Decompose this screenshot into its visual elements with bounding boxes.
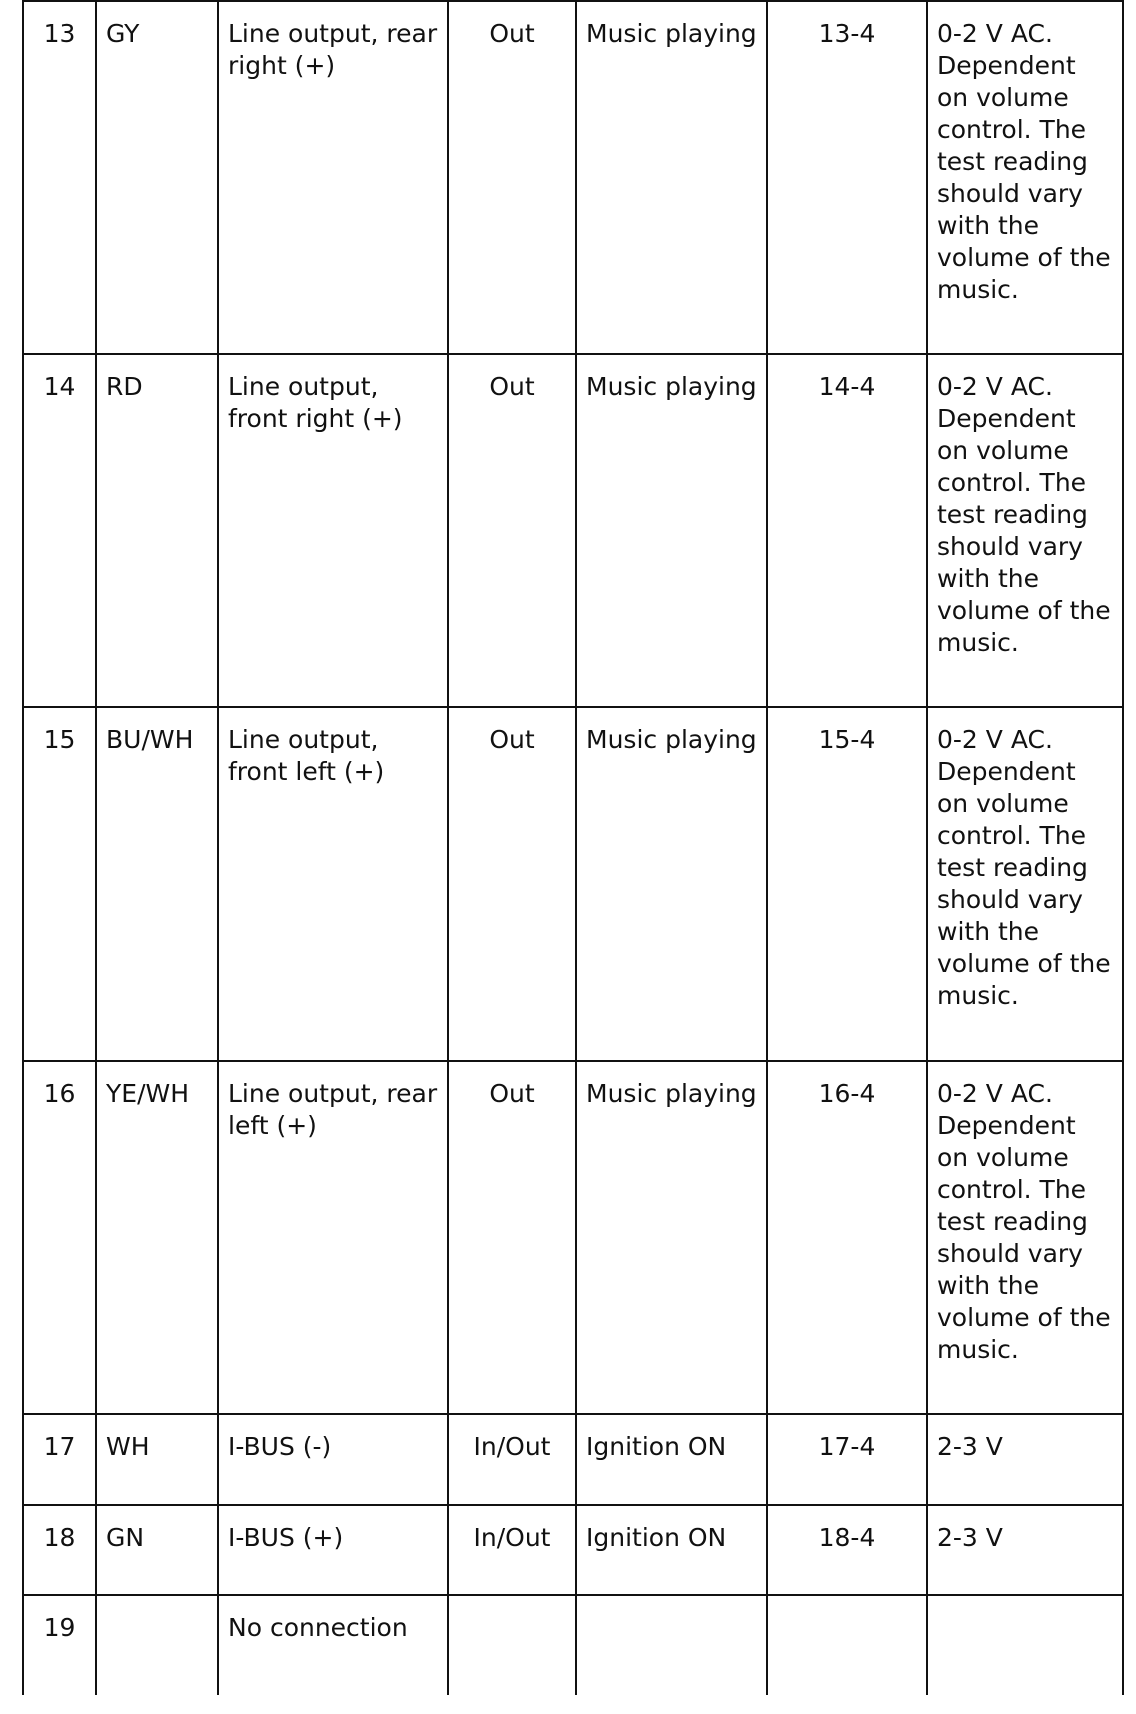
table-row bbox=[23, 707, 1123, 1061]
wire-color: YE/WH bbox=[96, 1061, 218, 1414]
test-condition: Ignition ON bbox=[576, 1505, 767, 1595]
expected-value: 2-3 V bbox=[927, 1505, 1123, 1595]
signal-direction: Out bbox=[448, 707, 576, 1061]
test-condition: Ignition ON bbox=[576, 1414, 767, 1505]
table-row bbox=[23, 1414, 1123, 1505]
wire-color: GN bbox=[96, 1505, 218, 1595]
pin-function: Line output, front right (+) bbox=[218, 354, 448, 707]
measure-points: 16-4 bbox=[767, 1061, 927, 1414]
table-row bbox=[23, 1595, 1123, 1695]
wire-color: RD bbox=[96, 354, 218, 707]
test-condition: Music playing bbox=[576, 354, 767, 707]
signal-direction: Out bbox=[448, 1061, 576, 1414]
signal-direction: In/Out bbox=[448, 1414, 576, 1505]
table-row bbox=[23, 1061, 1123, 1414]
pin-function: Line output, rear left (+) bbox=[218, 1061, 448, 1414]
pin-number: 13 bbox=[23, 1, 96, 354]
expected-value bbox=[927, 1595, 1123, 1695]
table-row bbox=[23, 1, 1123, 354]
signal-direction bbox=[448, 1595, 576, 1695]
pin-number: 17 bbox=[23, 1414, 96, 1505]
measure-points: 15-4 bbox=[767, 707, 927, 1061]
expected-value: 0-2 V AC. Dependent on volume control. The test reading should vary with the volume of the music. bbox=[927, 1061, 1123, 1414]
pin-number: 16 bbox=[23, 1061, 96, 1414]
signal-direction: In/Out bbox=[448, 1505, 576, 1595]
measure-points: 18-4 bbox=[767, 1505, 927, 1595]
expected-value: 0-2 V AC. Dependent on volume control. The test reading should vary with the volume of the music. bbox=[927, 1, 1123, 354]
wire-color: BU/WH bbox=[96, 707, 218, 1061]
pin-number: 18 bbox=[23, 1505, 96, 1595]
test-condition: Music playing bbox=[576, 1, 767, 354]
table-row bbox=[23, 354, 1123, 707]
wire-color bbox=[96, 1595, 218, 1695]
expected-value: 2-3 V bbox=[927, 1414, 1123, 1505]
pin-function: No connection bbox=[218, 1595, 448, 1695]
measure-points: 13-4 bbox=[767, 1, 927, 354]
pin-number: 14 bbox=[23, 354, 96, 707]
pin-function: I-BUS (-) bbox=[218, 1414, 448, 1505]
measure-points: 14-4 bbox=[767, 354, 927, 707]
expected-value: 0-2 V AC. Dependent on volume control. The test reading should vary with the volume of the music. bbox=[927, 707, 1123, 1061]
test-condition bbox=[576, 1595, 767, 1695]
test-condition: Music playing bbox=[576, 1061, 767, 1414]
pin-number: 15 bbox=[23, 707, 96, 1061]
measure-points bbox=[767, 1595, 927, 1695]
pin-function: Line output, rear right (+) bbox=[218, 1, 448, 354]
connector-pin-table bbox=[22, 0, 1124, 1695]
measure-points: 17-4 bbox=[767, 1414, 927, 1505]
signal-direction: Out bbox=[448, 354, 576, 707]
wire-color: GY bbox=[96, 1, 218, 354]
table-row bbox=[23, 1505, 1123, 1595]
test-condition: Music playing bbox=[576, 707, 767, 1061]
pin-function: Line output, front left (+) bbox=[218, 707, 448, 1061]
pin-function: I-BUS (+) bbox=[218, 1505, 448, 1595]
pin-number: 19 bbox=[23, 1595, 96, 1695]
expected-value: 0-2 V AC. Dependent on volume control. The test reading should vary with the volume of the music. bbox=[927, 354, 1123, 707]
signal-direction: Out bbox=[448, 1, 576, 354]
wire-color: WH bbox=[96, 1414, 218, 1505]
